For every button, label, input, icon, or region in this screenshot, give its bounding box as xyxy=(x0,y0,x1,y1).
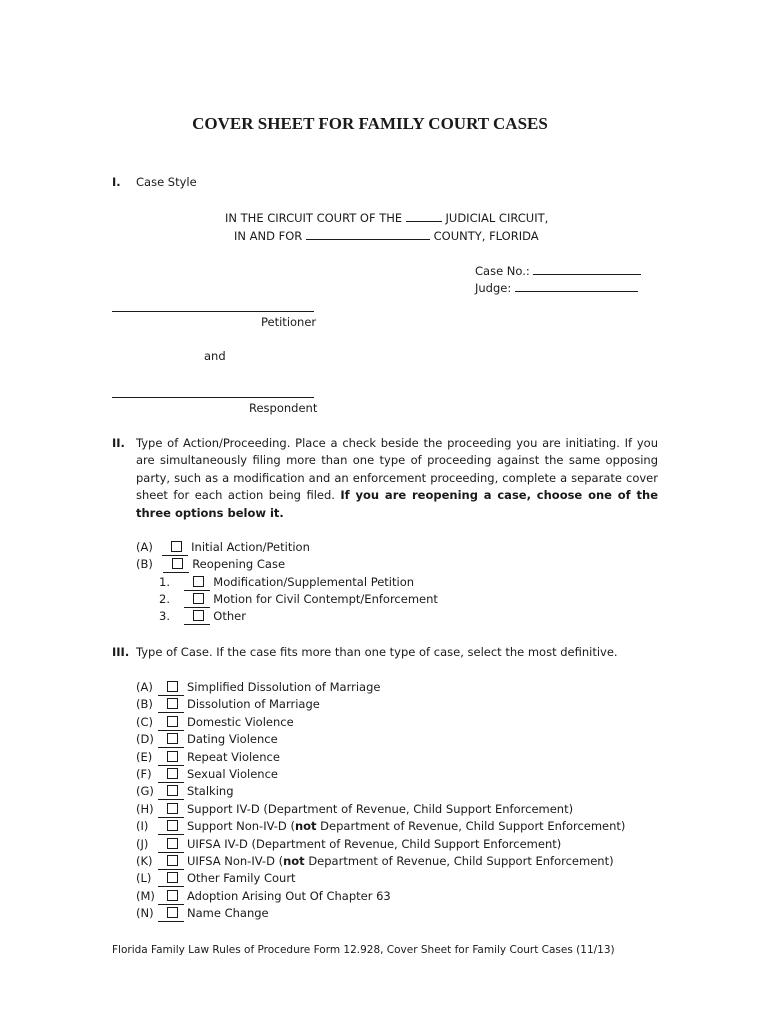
reopen-suboption[interactable] xyxy=(159,608,246,625)
option-label: UIFSA IV-D (Department of Revenue, Child Support Enforcement) xyxy=(187,836,562,851)
checkbox[interactable] xyxy=(193,610,204,621)
option-label: Adoption Arising Out Of Chapter 63 xyxy=(187,888,391,903)
checkbox[interactable] xyxy=(167,820,178,831)
case-number-field[interactable] xyxy=(533,263,641,275)
case-type-option[interactable] xyxy=(136,749,280,766)
case-number-label: Case No.: xyxy=(475,264,530,278)
case-type-option[interactable] xyxy=(136,836,561,853)
checkbox[interactable] xyxy=(167,751,178,762)
option-label: Dissolution of Marriage xyxy=(187,697,320,712)
judicial-circuit-field[interactable] xyxy=(406,210,442,222)
case-type-option[interactable] xyxy=(136,714,294,731)
option-label-end: Department of Revenue, Child Support Enforcement) xyxy=(316,819,626,834)
checkbox[interactable] xyxy=(193,576,204,587)
form-title: COVER SHEET FOR FAMILY COURT CASES xyxy=(192,114,548,133)
petitioner-name-line[interactable] xyxy=(112,311,314,312)
court-line-2-suffix: COUNTY, FLORIDA xyxy=(433,229,539,243)
option-marker: (N) xyxy=(136,906,154,921)
court-line-1-prefix: IN THE CIRCUIT COURT OF THE xyxy=(225,211,403,225)
checkbox-underline[interactable] xyxy=(158,768,184,783)
section-1-number: I. xyxy=(112,175,121,189)
option-marker: (B) xyxy=(136,557,153,571)
checkbox-underline[interactable] xyxy=(158,681,184,696)
option-label-end: Department of Revenue, Child Support Enforcement) xyxy=(304,854,614,868)
checkbox-underline[interactable] xyxy=(158,838,184,853)
case-type-option[interactable] xyxy=(136,870,296,887)
checkbox[interactable] xyxy=(167,907,178,918)
option-label: Other Family Court xyxy=(187,871,296,886)
option-label-emphasis: not xyxy=(294,819,317,834)
respondent-name-line[interactable] xyxy=(112,397,314,398)
reopen-suboption[interactable] xyxy=(159,591,438,608)
respondent-label: Respondent xyxy=(249,401,318,415)
checkbox[interactable] xyxy=(167,768,178,779)
option-marker: (B) xyxy=(136,697,153,712)
option-marker: (D) xyxy=(136,732,154,747)
court-line-1 xyxy=(225,210,548,225)
form-footer: Florida Family Law Rules of Procedure Form 12.928, Cover Sheet for Family Court Cases (11/13) xyxy=(112,944,615,956)
case-type-option[interactable] xyxy=(136,853,614,870)
option-marker: (E) xyxy=(136,749,153,764)
checkbox-underline[interactable] xyxy=(162,541,188,556)
option-label: Stalking xyxy=(187,784,234,799)
case-type-option[interactable] xyxy=(136,696,320,713)
option-label: Dating Violence xyxy=(187,732,278,747)
option-label xyxy=(187,854,614,868)
section-2-instructions: Type of Action/Proceeding. Place a check beside the proceeding you are initiating. If you are simultaneously filing more than one type of proceeding against the same opposing party, such as a modification and an enforcement proceeding, complete a separate cover sheet for each action being filed. xyxy=(136,436,658,503)
case-type-option[interactable] xyxy=(136,905,269,922)
section-2-number: II. xyxy=(112,436,125,450)
option-marker: (A) xyxy=(136,680,153,694)
checkbox[interactable] xyxy=(172,558,183,569)
checkbox-underline[interactable] xyxy=(184,610,210,625)
petitioner-label: Petitioner xyxy=(261,315,317,329)
suboption-marker: 2. xyxy=(159,592,170,606)
option-label: Reopening Case xyxy=(192,557,286,571)
checkbox[interactable] xyxy=(171,541,182,552)
checkbox-underline[interactable] xyxy=(158,698,184,713)
case-type-option[interactable] xyxy=(136,801,573,818)
option-label xyxy=(187,819,625,833)
option-label: Name Change xyxy=(187,906,269,921)
checkbox-underline[interactable] xyxy=(163,558,189,573)
option-label-start: UIFSA Non-IV-D ( xyxy=(187,854,284,868)
option-marker: (L) xyxy=(136,871,152,886)
suboption-marker: 3. xyxy=(159,609,170,623)
checkbox[interactable] xyxy=(167,838,178,849)
checkbox[interactable] xyxy=(167,785,178,796)
action-option[interactable] xyxy=(136,556,285,573)
option-label: Simplified Dissolution of Marriage xyxy=(187,680,381,694)
case-type-option[interactable] xyxy=(136,766,278,783)
option-label: Initial Action/Petition xyxy=(191,540,310,554)
option-marker: (H) xyxy=(136,801,154,816)
checkbox-underline[interactable] xyxy=(184,593,210,608)
checkbox-underline[interactable] xyxy=(158,872,184,887)
checkbox[interactable] xyxy=(193,593,204,604)
judge-row xyxy=(475,280,638,295)
option-label: Sexual Violence xyxy=(187,767,278,781)
checkbox[interactable] xyxy=(167,890,178,901)
checkbox-underline[interactable] xyxy=(158,820,184,835)
option-marker: (F) xyxy=(136,767,152,781)
court-line-2 xyxy=(234,228,539,243)
suboption-marker: 1. xyxy=(159,575,170,589)
checkbox-underline[interactable] xyxy=(158,890,184,905)
checkbox[interactable] xyxy=(167,803,178,814)
suboption-label: Other xyxy=(213,609,246,623)
case-type-option[interactable] xyxy=(136,731,278,748)
option-marker: (J) xyxy=(136,836,149,851)
reopen-suboption[interactable] xyxy=(159,574,414,591)
section-3-number: III. xyxy=(112,645,130,659)
option-marker: (C) xyxy=(136,714,154,729)
option-marker: (A) xyxy=(136,540,153,554)
option-label-start: Support Non-IV-D ( xyxy=(187,819,295,834)
checkbox[interactable] xyxy=(167,872,178,883)
checkbox-underline[interactable] xyxy=(158,751,184,766)
case-number-row xyxy=(475,263,641,278)
checkbox-underline[interactable] xyxy=(158,733,184,748)
checkbox[interactable] xyxy=(167,681,178,692)
judge-label: Judge: xyxy=(475,281,512,295)
county-field[interactable] xyxy=(306,228,430,240)
checkbox-underline[interactable] xyxy=(158,855,184,870)
checkbox-underline[interactable] xyxy=(158,907,184,922)
option-marker: (K) xyxy=(136,854,153,868)
option-label-emphasis: not xyxy=(283,854,305,868)
option-label: Repeat Violence xyxy=(187,749,280,764)
checkbox[interactable] xyxy=(167,733,178,744)
option-label: Domestic Violence xyxy=(187,714,294,729)
action-option[interactable] xyxy=(136,539,310,556)
checkbox-underline[interactable] xyxy=(158,716,184,731)
suboption-label: Modification/Supplemental Petition xyxy=(213,575,415,589)
section-2-reopen-note: If you are reopening a case, choose one of the three options below it. xyxy=(136,488,658,520)
checkbox-underline[interactable] xyxy=(158,803,184,818)
suboption-label: Motion for Civil Contempt/Enforcement xyxy=(213,592,438,606)
judge-field[interactable] xyxy=(515,280,638,292)
section-2-text xyxy=(136,435,658,522)
case-type-option[interactable] xyxy=(136,679,380,696)
option-marker: (I) xyxy=(136,819,149,834)
option-label: Support IV-D (Department of Revenue, Child Support Enforcement) xyxy=(187,801,574,816)
case-type-option[interactable] xyxy=(136,783,234,800)
case-type-option[interactable] xyxy=(136,818,625,835)
checkbox-underline[interactable] xyxy=(158,785,184,800)
section-3-text: Type of Case. If the case fits more than one type of case, select the most definitive. xyxy=(136,645,618,659)
and-label: and xyxy=(204,349,226,363)
option-marker: (G) xyxy=(136,784,154,799)
court-line-2-prefix: IN AND FOR xyxy=(234,229,303,243)
section-1-label: Case Style xyxy=(136,175,197,189)
option-marker: (M) xyxy=(136,888,155,903)
checkbox[interactable] xyxy=(167,855,178,866)
checkbox-underline[interactable] xyxy=(184,576,210,591)
case-type-option[interactable] xyxy=(136,888,391,905)
court-line-1-suffix: JUDICIAL CIRCUIT, xyxy=(445,211,549,225)
checkbox[interactable] xyxy=(167,698,178,709)
checkbox[interactable] xyxy=(167,716,178,727)
